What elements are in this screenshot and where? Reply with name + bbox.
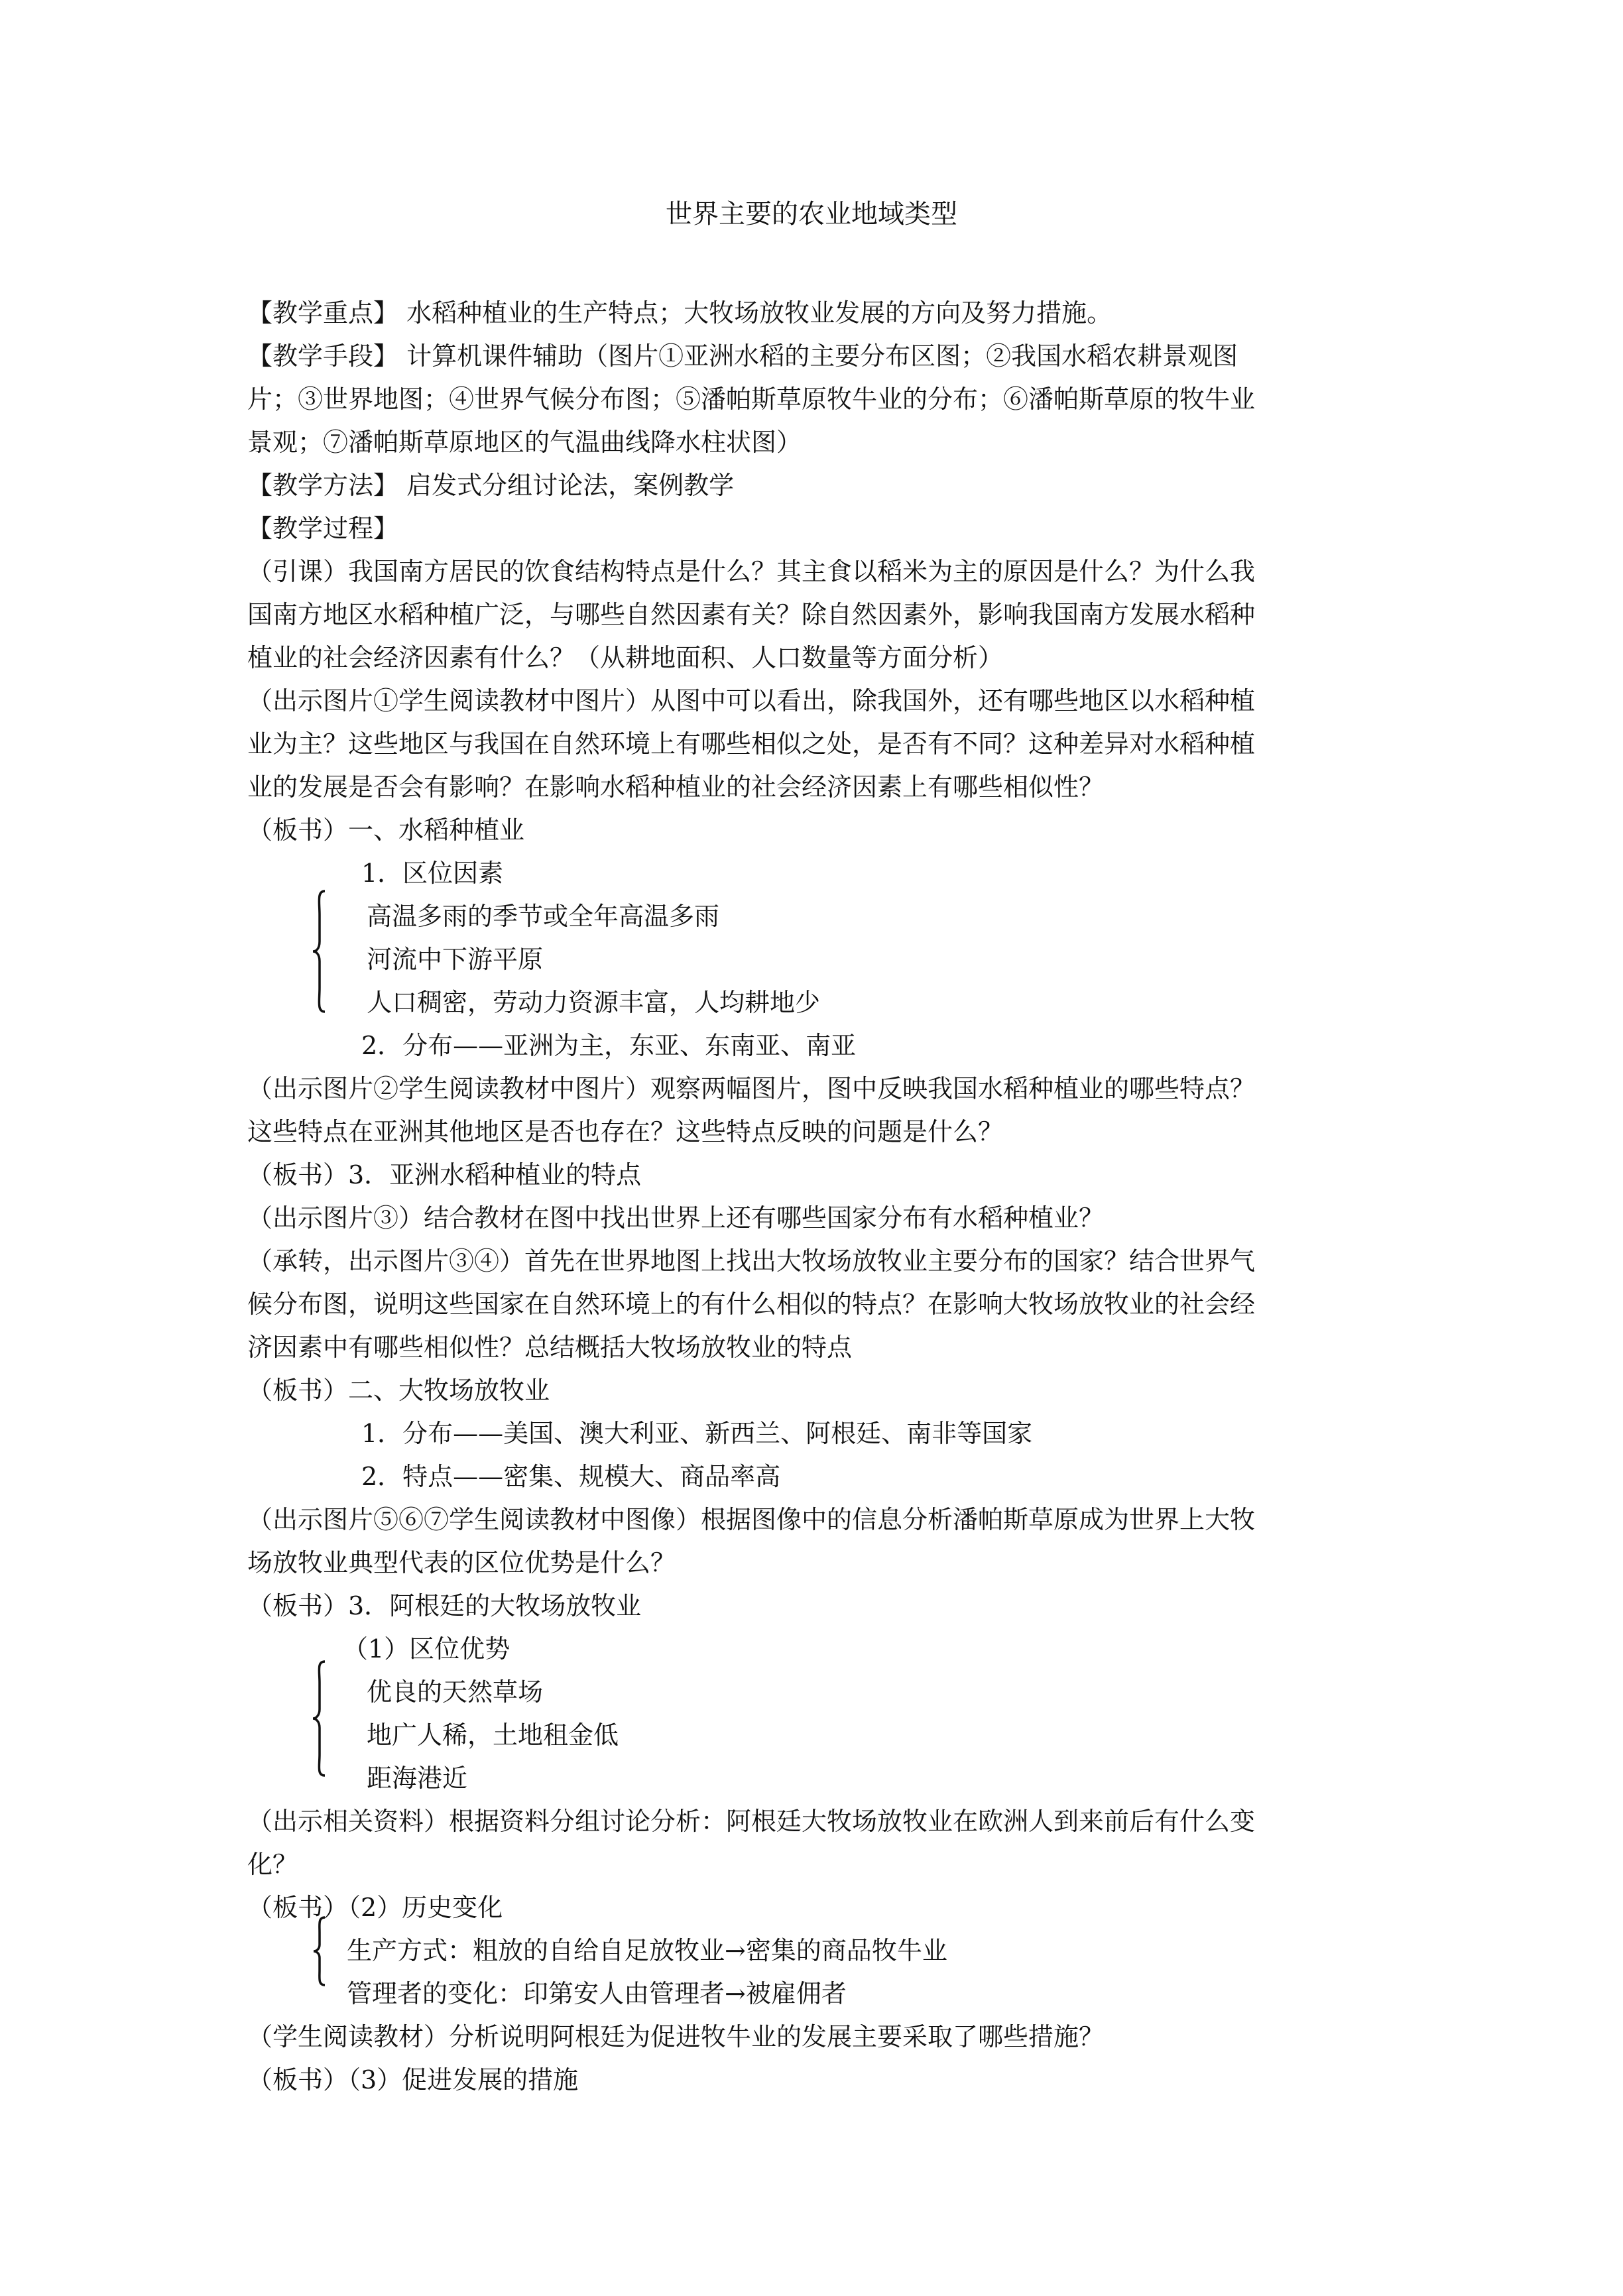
document-title: 世界主要的农业地域类型 (666, 199, 957, 229)
paragraph-line: （出示图片②学生阅读教材中图片）观察两幅图片，图中反映我国水稻种植业的哪些特点？ (247, 1074, 1256, 1103)
paragraph-line: 距海港近 (367, 1764, 468, 1793)
paragraph-line: 景观；⑦潘帕斯草原地区的气温曲线降水柱状图） (247, 428, 802, 457)
paragraph-line: （出示相关资料）根据资料分组讨论分析：阿根廷大牧场放牧业在欧洲人到来前后有什么变 (247, 1807, 1256, 1836)
board-ranching-heading: （板书）二、大牧场放牧业 (247, 1376, 550, 1405)
paragraph-line: （引课）我国南方居民的饮食结构特点是什么？其主食以稻米为主的原因是什么？为什么我 (247, 557, 1256, 586)
brace-history-change (312, 1915, 326, 1988)
brace-rice-factors (312, 888, 326, 1014)
paragraph-line: 2．特点——密集、规模大、商品率高 (361, 1462, 781, 1491)
paragraph-line: （承转，出示图片③④）首先在世界地图上找出大牧场放牧业主要分布的国家？结合世界气 (247, 1246, 1256, 1276)
paragraph-line: 片；③世界地图；④世界气候分布图；⑤潘帕斯草原牧牛业的分布；⑥潘帕斯草原的牧牛业 (247, 385, 1256, 414)
paragraph-line: 优良的天然草场 (367, 1677, 544, 1707)
paragraph-line: 国南方地区水稻种植广泛，与哪些自然因素有关？除自然因素外，影响我国南方发展水稻种 (247, 600, 1256, 629)
paragraph-line: （板书）（2）历史变化 (247, 1893, 503, 1922)
teaching-process-heading: 【教学过程】 (247, 514, 399, 543)
paragraph-line: 场放牧业典型代表的区位优势是什么？ (247, 1548, 676, 1577)
teaching-means: 【教学手段】 计算机课件辅助（图片①亚洲水稻的主要分布区图；②我国水稻农耕景观图 (247, 341, 1238, 371)
paragraph-line: 业的发展是否会有影响？在影响水稻种植业的社会经济因素上有哪些相似性？ (247, 772, 1105, 802)
paragraph-line: 化？ (247, 1850, 298, 1879)
paragraph-line: 1．区位因素 (361, 859, 504, 888)
paragraph-line: 管理者的变化：印第安人由管理者→被雇佣者 (347, 1979, 847, 2008)
board-rice-heading: （板书）一、水稻种植业 (247, 816, 525, 845)
paragraph-line: 植业的社会经济因素有什么？（从耕地面积、人口数量等方面分析） (247, 643, 1004, 672)
paragraph-line: （板书）3．亚洲水稻种植业的特点 (247, 1160, 642, 1189)
paragraph-line: 河流中下游平原 (367, 945, 544, 974)
paragraph-line: 候分布图，说明这些国家在自然环境上的有什么相似的特点？在影响大牧场放牧业的社会经 (247, 1290, 1256, 1319)
paragraph-line: 1．分布——美国、澳大利亚、新西兰、阿根廷、南非等国家 (361, 1419, 1033, 1448)
paragraph-line: 这些特点在亚洲其他地区是否也存在？这些特点反映的问题是什么？ (247, 1117, 1004, 1146)
paragraph-line: （学生阅读教材）分析说明阿根廷为促进牧牛业的发展主要采取了哪些措施？ (247, 2022, 1105, 2051)
paragraph-line: （出示图片③）结合教材在图中找出世界上还有哪些国家分布有水稻种植业？ (247, 1203, 1105, 1233)
paragraph-line: 生产方式：粗放的自给自足放牧业→密集的商品牧牛业 (347, 1936, 947, 1965)
board-argentina-heading: （板书）3．阿根廷的大牧场放牧业 (247, 1591, 642, 1620)
paragraph-line: （出示图片⑤⑥⑦学生阅读教材中图像）根据图像中的信息分析潘帕斯草原成为世界上大牧 (247, 1505, 1256, 1534)
paragraph-line: 地广人稀，土地租金低 (367, 1721, 619, 1750)
teaching-focus: 【教学重点】 水稻种植业的生产特点；大牧场放牧业发展的方向及努力措施。 (247, 298, 1112, 328)
teaching-method: 【教学方法】 启发式分组讨论法，案例教学 (247, 471, 735, 500)
paragraph-line: （1）区位优势 (343, 1634, 511, 1663)
paragraph-line: 高温多雨的季节或全年高温多雨 (367, 902, 720, 931)
paragraph-line: 业为主？这些地区与我国在自然环境上有哪些相似之处，是否有不同？这种差异对水稻种植 (247, 729, 1256, 758)
paragraph-line: （板书）（3）促进发展的措施 (247, 2065, 579, 2094)
brace-pampas-advantages (312, 1659, 326, 1778)
paragraph-line: 2．分布——亚洲为主，东亚、东南亚、南亚 (361, 1031, 857, 1060)
paragraph-line: 济因素中有哪些相似性？总结概括大牧场放牧业的特点 (247, 1333, 853, 1362)
paragraph-line: 人口稠密，劳动力资源丰富，人均耕地少 (367, 988, 821, 1017)
paragraph-line: （出示图片①学生阅读教材中图片）从图中可以看出，除我国外，还有哪些地区以水稻种植 (247, 686, 1256, 715)
